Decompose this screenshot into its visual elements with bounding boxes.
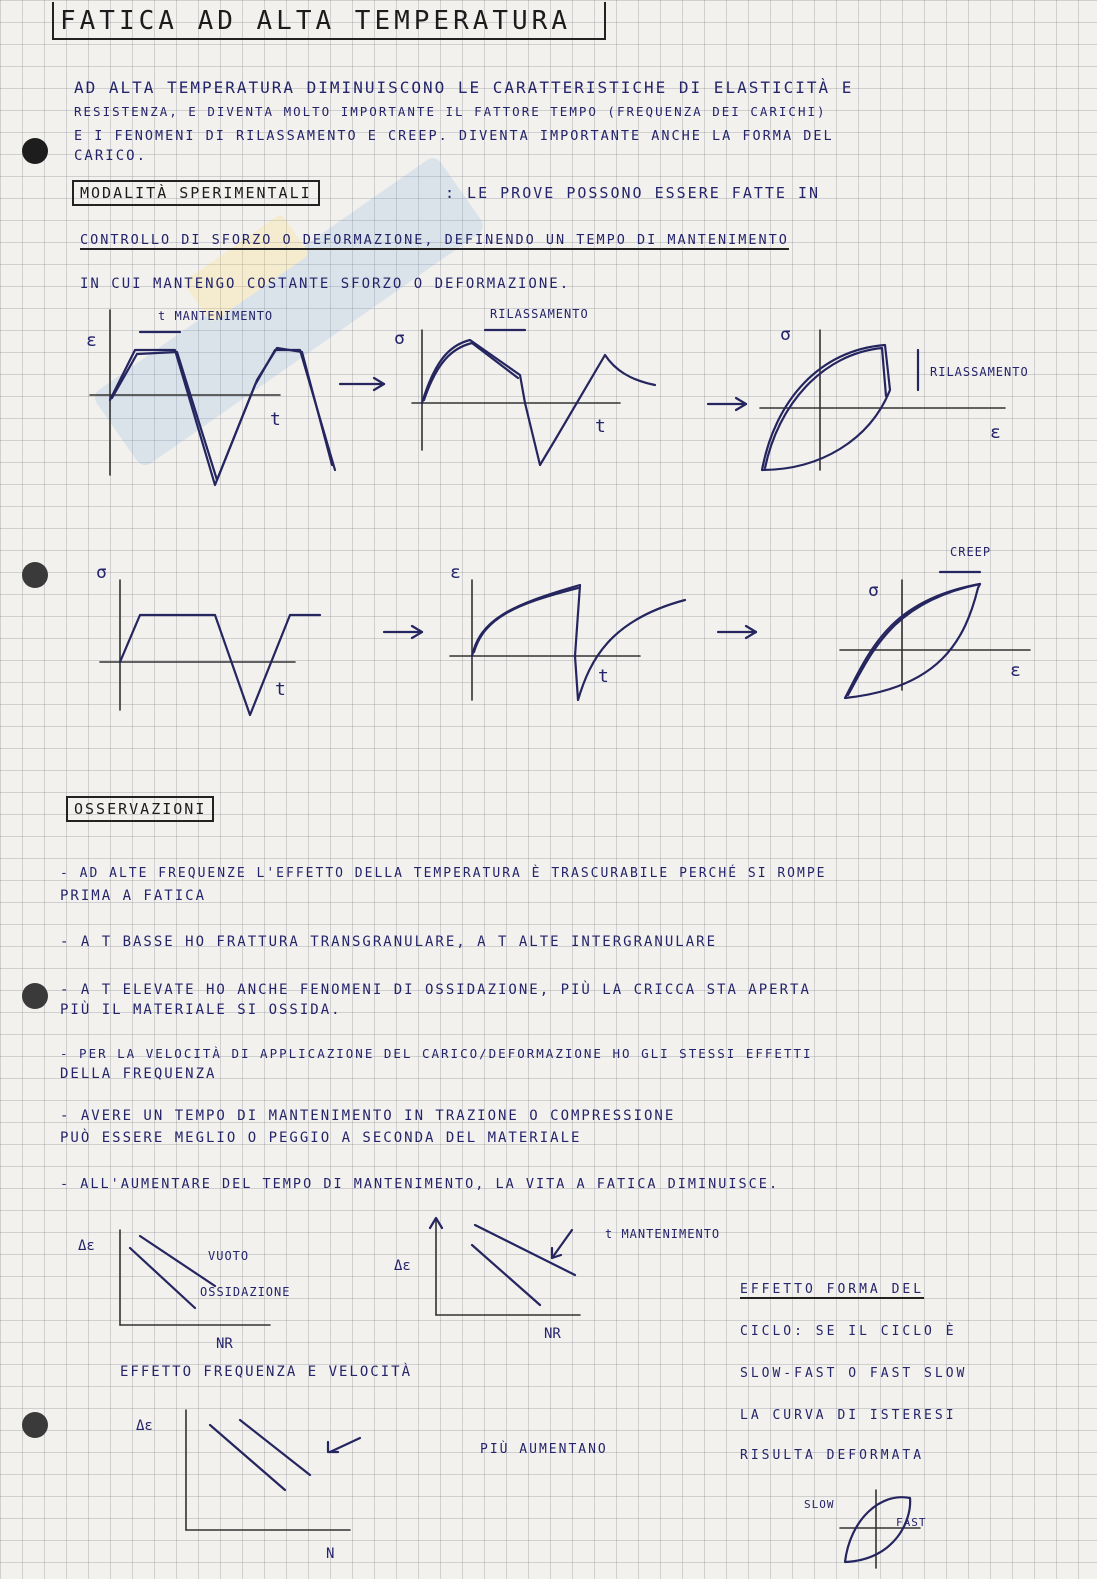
t-label-2: t [595, 416, 606, 437]
oxidation-vacuum-plot [70, 1220, 310, 1360]
modalita-line-1: : LE PROVE POSSONO ESSERE FATTE IN [445, 184, 821, 202]
effetto-forma-line-3: SLOW-FAST O FAST SLOW [740, 1366, 968, 1381]
vuoto-label: VUOTO [208, 1249, 250, 1263]
eps-label: ε [86, 330, 97, 351]
osservazione-4-line-2: DELLA FREQUENZA [60, 1066, 217, 1082]
modalita-line-3: IN CUI MANTENGO COSTANTE SFORZO O DEFORMAZIONE. [80, 276, 571, 292]
eps-label-2: ε [990, 422, 1001, 443]
modalita-heading: MODALITÀ SPERIMENTALI [72, 180, 320, 206]
hysteresis-loop-creep [830, 540, 1060, 710]
modalita-line-2: CONTROLLO DI SFORZO O DEFORMAZIONE, DEFINENDO UN TEMPO DI MANTENIMENTO [80, 232, 789, 248]
binder-hole-2 [22, 562, 48, 588]
strain-response-plot [440, 560, 700, 720]
strain-control-input-plot [80, 300, 350, 500]
t-label-4: t [598, 666, 609, 687]
delta-eps-label-2: Δε [394, 1258, 411, 1274]
effetto-frequenza-heading: EFFETTO FREQUENZA E VELOCITÀ [120, 1364, 413, 1380]
page-title: FATICA AD ALTA TEMPERATURA [60, 6, 571, 36]
intro-line-4: CARICO. [74, 148, 148, 164]
sigma-label-4: σ [868, 580, 879, 601]
delta-eps-label-3: Δε [136, 1418, 153, 1434]
slow-label: SLOW [804, 1498, 835, 1511]
osservazione-3-line-2: PIÙ IL MATERIALE SI OSSIDA. [60, 1002, 342, 1018]
binder-hole-3 [22, 983, 48, 1009]
n-label: N [326, 1546, 335, 1562]
intro-line-2: RESISTENZA, E DIVENTA MOLTO IMPORTANTE IL FATTORE TEMPO (FREQUENZA DEI CARICHI) [74, 104, 827, 119]
t-mantenimento-arrow-label: t MANTENIMENTO [605, 1227, 721, 1241]
stress-control-input-plot [90, 560, 320, 730]
osservazione-5-line-2: PUÒ ESSERE MEGLIO O PEGGIO A SECONDA DEL MATERIALE [60, 1130, 582, 1146]
osservazione-6: - ALL'AUMENTARE DEL TEMPO DI MANTENIMENTO, LA VITA A FATICA DIMINUISCE. [60, 1176, 780, 1192]
creep-label: CREEP [950, 545, 992, 559]
osservazioni-heading: OSSERVAZIONI [66, 796, 214, 822]
hold-time-plot [380, 1210, 750, 1350]
intro-line-3: E I FENOMENI DI RILASSAMENTO E CREEP. DIVENTA IMPORTANTE ANCHE LA FORMA DEL [74, 128, 834, 144]
intro-line-1: AD ALTA TEMPERATURA DIMINUISCONO LE CARATTERISTICHE DI ELASTICITÀ E [74, 78, 854, 97]
nr-label: NR [216, 1336, 233, 1352]
eps-label-4: ε [1010, 660, 1021, 681]
hysteresis-loop-relaxation [750, 320, 1070, 480]
binder-hole-1 [22, 138, 48, 164]
t-mantenimento-label: t MANTENIMENTO [158, 309, 274, 323]
arrow-4 [716, 622, 760, 642]
rilassamento-label: RILASSAMENTO [490, 307, 589, 321]
sigma-label-3: σ [96, 562, 107, 583]
t-label-3: t [275, 679, 286, 700]
sigma-label-2: σ [780, 324, 791, 345]
arrow-1 [338, 374, 388, 394]
osservazione-2: - A T BASSE HO FRATTURA TRANSGRANULARE, A T ALTE INTERGRANULARE [60, 934, 718, 950]
stress-response-plot [390, 300, 670, 480]
piu-aumentano-label: PIÙ AUMENTANO [480, 1442, 608, 1457]
osservazione-1-line-2: PRIMA A FATICA [60, 888, 207, 904]
effetto-forma-line-5: RISULTA DEFORMATA [740, 1448, 925, 1463]
ossidazione-label: OSSIDAZIONE [200, 1285, 291, 1299]
effetto-forma-line-1: EFFETTO FORMA DEL [740, 1282, 925, 1297]
osservazione-1-line-1: - AD ALTE FREQUENZE L'EFFETTO DELLA TEMPERATURA È TRASCURABILE PERCHÉ SI ROMPE [60, 866, 827, 881]
fast-label: FAST [896, 1516, 927, 1529]
binder-hole-4 [22, 1412, 48, 1438]
sigma-label: σ [394, 328, 405, 349]
slow-fast-loop-sketch [800, 1480, 980, 1570]
effetto-forma-line-2: CICLO: SE IL CICLO È [740, 1324, 957, 1339]
arrow-2 [706, 394, 750, 414]
t-label: t [270, 409, 281, 430]
osservazione-5-line-1: - AVERE UN TEMPO DI MANTENIMENTO IN TRAZIONE O COMPRESSIONE [60, 1108, 676, 1124]
osservazione-4-line-1: - PER LA VELOCITÀ DI APPLICAZIONE DEL CARICO/DEFORMAZIONE HO GLI STESSI EFFETTI [60, 1046, 813, 1061]
nr-label-2: NR [544, 1326, 561, 1342]
frequency-velocity-plot [130, 1390, 710, 1560]
effetto-forma-line-4: LA CURVA DI ISTERESI [740, 1408, 957, 1423]
arrow-3 [382, 622, 426, 642]
eps-label-3: ε [450, 562, 461, 583]
delta-eps-label: Δε [78, 1238, 95, 1254]
rilassamento-label-2: RILASSAMENTO [930, 365, 1029, 379]
osservazione-3-line-1: - A T ELEVATE HO ANCHE FENOMENI DI OSSIDAZIONE, PIÙ LA CRICCA STA APERTA [60, 982, 811, 998]
